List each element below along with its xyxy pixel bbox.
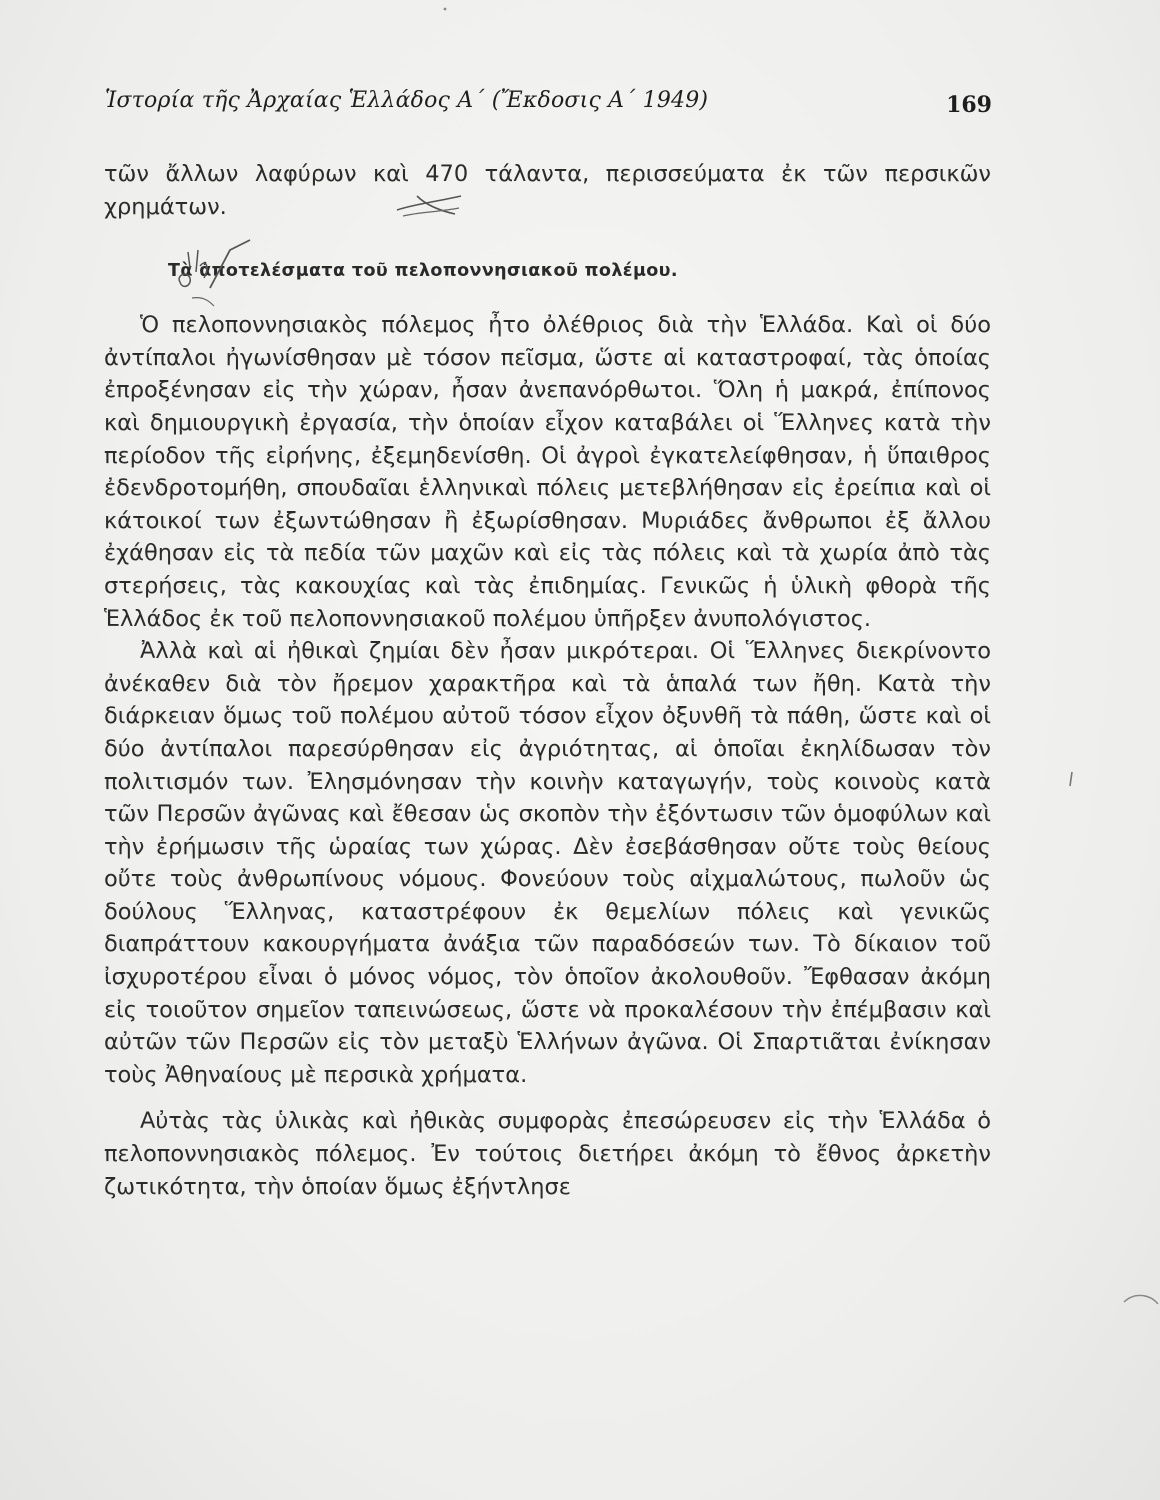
paragraph-1: Ὁ πελοποννησιακὸς πόλεμος ἦτο ὀλέθριος διὰ τὴν Ἑλλάδα. Καὶ οἱ δύο ἀντίπαλοι ἠγωνίσθησαν μὲ τόσον πεῖσμα, ὥστε αἱ καταστροφαί, τὰς ὁποίας ἐπροξένησαν εἰς τὴν χώραν, ἦσαν ἀνεπανόρθωτοι. Ὅλη ἡ μακρά, ἐπίπονος καὶ δημιουργικὴ ἐργασία, τὴν ὁποίαν εἶχον καταβάλει οἱ Ἕλληνες κατὰ τὴν περίοδον τῆς εἰρήνης, ἐξεμηδενίσθη. Οἱ ἀγροὶ ἐγκατελείφθησαν, ἡ ὕπαιθρος ἐδενδροτομήθη, σπουδαῖαι ἑλληνικαὶ πόλεις μετεβλήθησαν εἰς ἐρείπια καὶ οἱ κάτοικοί των ἐξωντώθησαν ἢ ἐξωρίσθησαν. Μυριάδες ἄνθρωποι ἐξ ἄλλου ἐχάθησαν εἰς τὰ πεδία τῶν μαχῶν καὶ εἰς τὰς πόλεις καὶ τὰ χωρία ἀπὸ τὰς στερήσεις, τὰς κακουχίας καὶ τὰς ἐπιδημίας. Γενικῶς ἡ ὑλικὴ φθορὰ τῆς Ἑλλάδος ἐκ τοῦ πελοποννησιακοῦ πολέμου ὑπῆρξεν ἀνυπολόγιστος. (104, 312, 991, 632)
opening-paragraph: τῶν ἄλλων λαφύρων καὶ 470 τάλαντα, περισσεύματα ἐκ τῶν περσικῶν χρημάτων. (104, 161, 991, 220)
page-number: 169 (946, 92, 992, 118)
edge-hole-mark (1120, 1290, 1160, 1330)
body-text (104, 158, 991, 1203)
header-title: Ἱστορία τῆς Ἀρχαίας Ἑλλάδος Α΄ (Ἔκδοσις Α΄ 1949) (105, 88, 709, 113)
running-header (105, 88, 1000, 118)
margin-tick-mark (1066, 770, 1076, 790)
section-heading: Τὰ ἀποτελέσματα τοῦ πελοποννησιακοῦ πολέμου. (168, 261, 678, 282)
top-dot-mark (442, 6, 448, 12)
paragraph-2: Ἀλλὰ καὶ αἱ ἠθικαὶ ζημίαι δὲν ἦσαν μικρότεραι. Οἱ Ἕλληνες διεκρίνοντο ἀνέκαθεν διὰ τὸν ἤρεμον χαρακτῆρα καὶ τὰ ἁπαλά των ἤθη. Κατὰ τὴν διάρκειαν ὅμως τοῦ πολέμου αὐτοῦ τόσον εἶχον ὀξυνθῆ τὰ πάθη, ὥστε καὶ οἱ δύο ἀντίπαλοι παρεσύρθησαν εἰς ἀγριότητας, αἱ ὁποῖαι ἐκηλίδωσαν τὸν πολιτισμόν των. Ἐλησμόνησαν τὴν κοινὴν καταγωγήν, τοὺς κοινοὺς κατὰ τῶν Περσῶν ἀγῶνας καὶ ἔθεσαν ὡς σκοπὸν τὴν ἐξόντωσιν τῶν ὁμοφύλων καὶ τὴν ἐρήμωσιν τῆς ὡραίας των χώρας. Δὲν ἐσεβάσθησαν οὔτε τοὺς θείους οὔτε τοὺς ἀνθρωπίνους νόμους. Φονεύουν τοὺς αἰχμαλώτους, πωλοῦν ὡς δούλους Ἕλληνας, καταστρέφουν ἐκ θεμελίων πόλεις καὶ γενικῶς διαπράττουν κακουργήματα ἀνάξια τῶν παραδόσεών των. Τὸ δίκαιον τοῦ ἰσχυροτέρου εἶναι ὁ μόνος νόμος, τὸν ὁποῖον ἀκολουθοῦν. Ἔφθασαν ἀκόμη εἰς τοιοῦτον σημεῖον ταπεινώσεως, ὥστε νὰ προκαλέσουν τὴν ἐπέμβασιν καὶ αὐτῶν τῶν Περσῶν εἰς τὸν μεταξὺ Ἑλλήνων ἀγῶνα. Οἱ Σπαρτιᾶται ἐνίκησαν τοὺς Ἀθηναίους μὲ περσικὰ χρήματα. (104, 638, 991, 1088)
paragraph-3: Αὐτὰς τὰς ὑλικὰς καὶ ἠθικὰς συμφορὰς ἐπεσώρευσεν εἰς τὴν Ἑλλάδα ὁ πελοποννησιακὸς πόλεμος. Ἐν τούτοις διετήρει ἀκόμη τὸ ἔθνος ἀρκετὴν ζωτικότητα, τὴν ὁποίαν ὅμως ἐξήντλησε (104, 1108, 991, 1200)
